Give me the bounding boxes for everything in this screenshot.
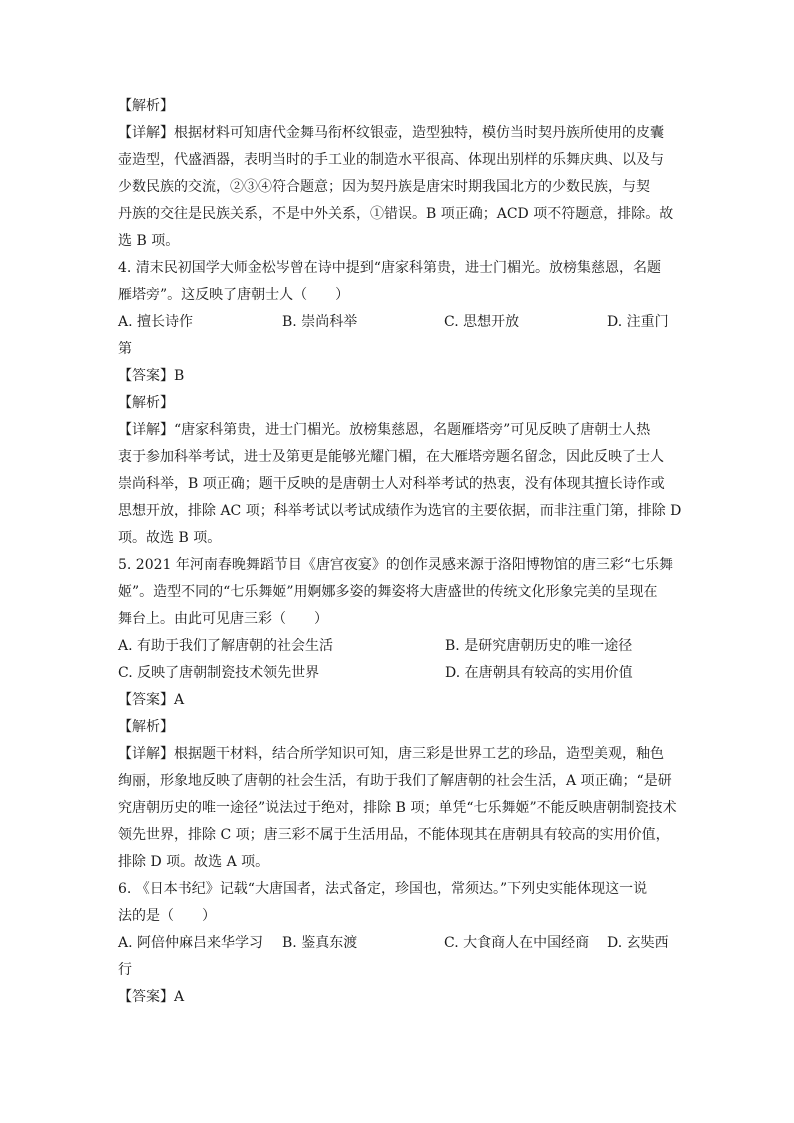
detail-line: 领先世界，排除 C 项；唐三彩不属于生活用品，不能体现其在唐朝具有较高的实用价值，: [118, 827, 670, 843]
detail-line: 少数民族的交流，②③④符合题意；因为契丹族是唐宋时期我国北方的少数民族，与契: [118, 179, 650, 195]
option-row: [118, 930, 678, 957]
answer-line: 【答案】A: [118, 989, 185, 1005]
detail-line: 项。故选 B 项。: [118, 530, 222, 546]
detail-line: 选 B 项。: [118, 233, 180, 249]
document-page: [118, 93, 682, 1011]
option-row: [118, 309, 678, 336]
option-b: B. 是研究唐朝历史的唯一途径: [445, 638, 633, 654]
option-d: D. 注重门: [607, 314, 669, 330]
detail-line: 究唐朝历史的唯一途径”说法过于绝对，排除 B 项；单凭“七乐舞姬”不能反映唐朝制瓷技术: [118, 800, 677, 816]
option-wrap: 行: [118, 962, 132, 978]
option-wrap: 第: [118, 341, 132, 357]
detail-line: 【详解】根据题干材料，结合所学知识可知，唐三彩是世界工艺的珍品，造型美观，釉色: [118, 746, 664, 762]
detail-line: 排除 D 项。故选 A 项。: [118, 854, 270, 870]
question-stem: 6. 《日本书纪》记载“大唐国者，法式备定，珍国也，常须达。”下列史实能体现这一说: [118, 881, 648, 897]
option-c: C. 思想开放: [444, 314, 520, 330]
question-stem: 姬”。造型不同的“七乐舞姬”用婀娜多姿的舞姿将大唐盛世的传统文化形象完美的呈现在: [118, 584, 658, 600]
option-d: D. 玄奘西: [607, 935, 669, 951]
answer-line: 【答案】B: [118, 368, 185, 384]
detail-line: 【详解】根据材料可知唐代金舞马衔杯纹银壶，造型独特，模仿当时契丹族所使用的皮囊: [118, 125, 664, 141]
option-b: B. 鉴真东渡: [282, 935, 358, 951]
question-stem: 雁塔旁”。这反映了唐朝士人（ ）: [118, 287, 350, 303]
option-d: D. 在唐朝具有较高的实用价值: [445, 665, 633, 681]
detail-line: 壶造型，代盛酒器，表明当时的手工业的制造水平很高、体现出别样的乐舞庆典、以及与: [118, 152, 664, 168]
option-a: A. 擅长诗作: [118, 314, 194, 330]
option-a: A. 阿倍仲麻吕来华学习: [118, 935, 264, 951]
analysis-heading: 【解析】: [118, 395, 174, 411]
detail-line: 绚丽，形象地反映了唐朝的社会生活，有助于我们了解唐朝的社会生活，A 项正确；“是研: [118, 773, 672, 789]
detail-line: 思想开放，排除 AC 项；科举考试以考试成绩作为选官的主要依据，而非注重门第，排除 D: [118, 503, 682, 519]
answer-line: 【答案】A: [118, 692, 185, 708]
option-c: C. 大食商人在中国经商: [444, 935, 590, 951]
question-stem: 5. 2021 年河南春晚舞蹈节目《唐宫夜宴》的创作灵感来源于洛阳博物馆的唐三彩“七乐舞: [118, 557, 674, 573]
detail-line: 【详解】“唐家科第贵，进士门楣光。放榜集慈恩，名题雁塔旁”可见反映了唐朝士人热: [118, 422, 651, 438]
option-row: [118, 660, 678, 687]
analysis-heading: 【解析】: [118, 719, 174, 735]
option-row: [118, 633, 678, 660]
question-stem: 法的是（ ）: [118, 908, 216, 924]
question-stem: 舞台上。由此可见唐三彩（ ）: [118, 611, 328, 627]
detail-line: 衷于参加科举考试，进士及第更是能够光耀门楣，在大雁塔旁题名留念，因此反映了士人: [118, 449, 664, 465]
analysis-heading: 【解析】: [118, 98, 174, 114]
detail-line: 崇尚科举，B 项正确；题干反映的是唐朝士人对科举考试的热衷，没有体现其擅长诗作或: [118, 476, 665, 492]
question-stem: 4. 清末民初国学大师金松岑曾在诗中提到“唐家科第贵，进士门楣光。放榜集慈恩，名题: [118, 260, 661, 276]
option-b: B. 崇尚科举: [282, 314, 358, 330]
option-a: A. 有助于我们了解唐朝的社会生活: [118, 638, 334, 654]
option-c: C. 反映了唐朝制瓷技术领先世界: [118, 665, 320, 681]
detail-line: 丹族的交往是民族关系，不是中外关系，①错误。B 项正确；ACD 项不符题意，排除。故: [118, 206, 674, 222]
